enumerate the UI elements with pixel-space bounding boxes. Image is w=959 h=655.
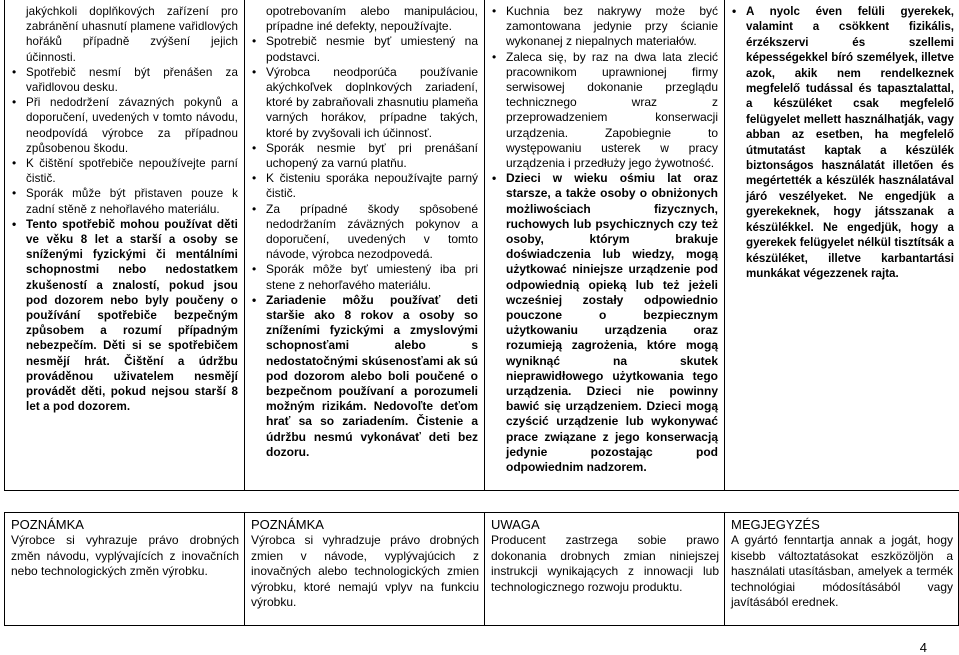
list-item: opotrebovaním alebo manipuláciou, prípadne iné defekty, nepoužívajte. <box>266 4 478 34</box>
list-item: jakýchkoli doplňkových zařízení pro zabránění uhasnutí plamene vařidlových hořáků případně zvýšení jejich účinnosti. <box>26 5 238 64</box>
list-item: • Spotřebič nesmí být přenášen za vařidlovou desku. <box>26 65 238 95</box>
list-item-warning: • Zariadenie môžu používať deti staršie ako 8 rokov a osoby so zníženími fyzickými a zmyslovými schopnosťami alebo s nedostatočnými skúsenosťami ak sú pod dozorom alebo boli poučené o bezpečnom používaní a porozumeli možným rizikám. Nedovoľte deťom hrať sa so zariadením. Čistenie a údržbu nesmú vykonávať deti bez dozoru. <box>266 293 478 460</box>
page-number: 4 <box>919 640 927 655</box>
note-heading: POZNÁMKA <box>11 517 84 532</box>
note-hungarian <box>725 513 958 625</box>
hungarian-list <box>725 0 959 281</box>
list-item: • Při nedodržení závazných pokynů a doporučení, uvedených v tomto návodu, neodpovídá výrobce za případnou způsobenou škodu. <box>26 95 238 156</box>
list-item: • Sporák může být přistaven pouze k zadní stěně z nehořlavého materiálu. <box>26 186 238 216</box>
column-hungarian <box>725 0 959 490</box>
list-item-warning: • A nyolc éven felüli gyerekek, valamint a csökkent fizikális, érzékszervi és szellemi képességekkel bíró személyek, illetve azok, akik nem rendelkeznek megfelelő tudással és tapasztalattal, a készüléket csak megfelelő felügyelet mellett használhatják, vagy abban az esetben, ha megfelelő útmutatást kaptak a készülék biztonságos használatát illetően és megértették a készülék használatával járó veszélyeket. Ne engedjük a gyerekeknek, hogy játsszanak a készülékkel. Ne engedjük, hogy a gyerekek felügyelet nélkül tisztítsák a készüléket, illetve karbantartási munkákat végezzenek rajta. <box>746 4 954 281</box>
czech-list <box>5 0 244 414</box>
list-item: • Výrobca neodporúča používanie akýchkoľvek doplnkových zariadení, ktoré by zabraňovali zhasnutiu plameňa varných horákov, prípadne takých, ktoré by zvyšovali ich účinnosť. <box>266 65 478 141</box>
list-item-warning: • Dzieci w wieku ośmiu lat oraz starsze, a także osoby o obniżonych możliwościach fizycznych, ruchowych lub psychicznych czy też osoby, którym brakuje doświadczenia lub wiedzy, mogą użytkować niniejsze urządzenie pod odpowiednią opieką lub też jeżeli wcześniej zostały odpowiednio pouczone o bezpiecznym użytkowaniu urządzenia oraz rozumieją zagrożenia, które mogą wyniknąć na skutek nieprawidłowego użytkowania tego urządzenia. Dzieci nie powinny bawić się urządzeniem. Dzieci mogą czyścić urządzenie lub wykonywać prace związane z jego konserwacją jedynie pozostając pod odpowiednim nadzorem. <box>506 171 718 475</box>
polish-list <box>485 0 724 475</box>
list-item: • Sporák nesmie byť pri prenášaní uchopený za varnú platňu. <box>266 141 478 171</box>
column-polish <box>485 0 725 490</box>
note-heading: UWAGA <box>491 517 540 532</box>
note-czech <box>5 513 245 625</box>
list-item: • K čisteniu sporáka nepoužívajte parný čistič. <box>266 171 478 201</box>
list-item: • Kuchnia bez nakrywy może być zamontowana jedynie przy ścianie wykonanej z niepalnych materiałów. <box>506 4 718 50</box>
column-slovak <box>245 0 485 490</box>
list-item: • K čištění spotřebiče nepoužívejte parní čistič. <box>26 156 238 186</box>
note-heading: MEGJEGYZÉS <box>731 517 820 532</box>
note-polish <box>485 513 725 625</box>
note-text: A gyártó fenntartja annak a jogát, hogy kisebb változtatásokat eszközöljön a használati utasításban, amelyek a termék technológiai módosításából vagy javításából erednek. <box>731 533 953 610</box>
notes-table <box>4 512 959 626</box>
list-item: • Zaleca się, by raz na dwa lata zlecić pracownikom uprawnionej firmy serwisowej dokonanie przeglądu technicznego wraz z przeprowadzeniem konserwacji urządzenia. Zapobiegnie to występowaniu usterek w pracy urządzenia i przedłuży jego żywotność. <box>506 50 718 172</box>
list-item-warning: • Tento spotřebič mohou používat děti ve věku 8 let a starší a osoby se sníženými fyzickými či mentálními schopnostmi nebo nedostatkem zkušeností a znalostí, pokud jsou pod dozorem nebo byly poučeny o používání spotřebiče bezpečným způsobem a rozumí případným nebezpečím. Děti si se spotřebičem nesmějí hrát. Čištění a údržbu prováděnou uživatelem nesmějí provádět děti, pokud nejsou starší 8 let a pod dozorem. <box>26 217 238 415</box>
note-text: Výrobca si vyhradzuje právo drobných zmien v návode, vyplývajúcich z inovačných alebo technologických zmien výrobku, ktoré nemajú vplyv na funkciu výrobku. <box>251 533 479 610</box>
slovak-list <box>245 0 484 460</box>
list-item: • Sporák môže byť umiestený iba pri stene z nehorľavého materiálu. <box>266 262 478 292</box>
note-text: Producent zastrzega sobie prawo dokonania drobnych zmian niniejszej instrukcji wynikających z innowacji lub technologicznego rozwoju produktu. <box>491 533 719 594</box>
column-czech <box>5 0 245 490</box>
note-slovak <box>245 513 485 625</box>
note-heading: POZNÁMKA <box>251 517 324 532</box>
note-text: Výrobce si vyhrazuje právo drobných změn návodu, vyplývajících z inovačních nebo technologických změn výrobku. <box>11 533 239 579</box>
instruction-columns <box>4 0 959 491</box>
list-item: • Spotrebič nesmie byť umiestený na podstavci. <box>266 34 478 64</box>
list-item: • Za prípadné škody spôsobené nedodržaním záväzných pokynov a doporučení, uvedených v tomto návode, výrobca nezodpovedá. <box>266 202 478 263</box>
